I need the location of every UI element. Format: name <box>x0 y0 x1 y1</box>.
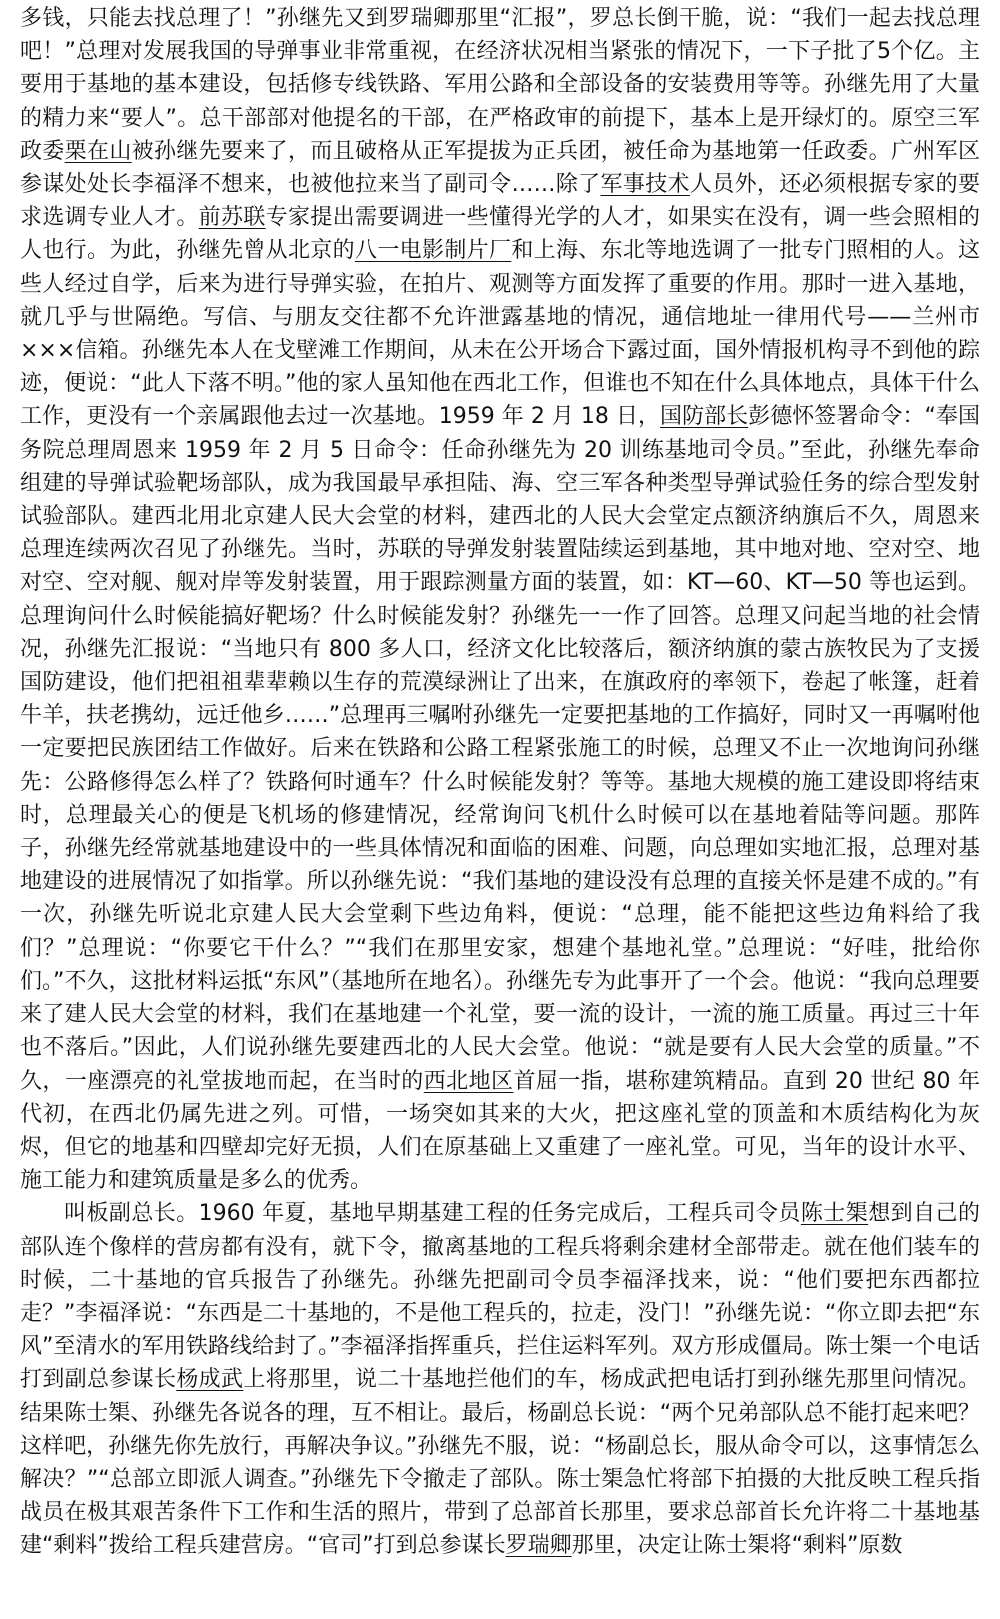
text-run: 人员外，还必须根据专家的要求选调专业人才。 <box>20 172 980 231</box>
text-run: 叫板副总长。1960 年夏，基地早期基建工程的任务完成后，工程兵司令员 <box>64 1201 801 1227</box>
text-run: 首屈一指，堪称建筑精品。直到 20 世纪 80 年代初，在西北仍属先进之列。可惜，一场突如其来的大火，把这座礼堂的顶盖和木质结构化为灰烬，但它的地基和四壁却完好无损，人们在原基础上又重建了一座礼堂。可见，当年的设计水平、施工能力和建筑质量是多么的优秀。 <box>20 1068 980 1194</box>
link-li-zaishan[interactable]: 栗在山 <box>64 138 132 164</box>
link-minister-of-defense[interactable]: 国防部长 <box>660 404 749 430</box>
text-run: 那里，决定让陈士榘将“剩料”原数 <box>571 1533 903 1559</box>
link-luo-ruiqing[interactable]: 罗瑞卿 <box>505 1533 572 1559</box>
text-run: 被孙继先要来了，而且破格从正军提拔为正兵团，被任命为基地第一任政委。广州军区参谋处处长李福泽不想来，也被他拉来当了副司令……除了 <box>20 138 980 198</box>
link-former-soviet-union[interactable]: 前苏联 <box>198 205 266 231</box>
text-run: 想到自己的部队连个像样的营房都有没有，就下令，撤离基地的工程兵将剩余建材全部带走。就在他们装车的时候，二十基地的官兵报告了孙继先。孙继先把副司令员李福泽找来，说：“他们要把东西都拉走？”李福泽说：“东西是二十基地的，不是他工程兵的，拉走，没门！”孙继先说：“你立即去把“东风”至清水的军用铁路线给封了。”李福泽指挥重兵，拦住运料军列。双方形成僵局。陈士榘一个电话打到副总参谋长 <box>20 1201 980 1393</box>
link-northwest-region[interactable]: 西北地区 <box>423 1068 514 1094</box>
link-chen-shiju[interactable]: 陈士榘 <box>800 1201 869 1227</box>
body-paragraph <box>20 1197 980 1562</box>
text-run: 和上海、东北等地选调了一批专门照相的人。这些人经过自学，后来为进行导弹实验，在拍片、观测等方面发挥了重要的作用。那时一进入基地，就几乎与世隔绝。写信、与朋友交往都不允许泄露基地的情况，通信地址一律用代号——兰州市×××信箱。孙继先本人在戈壁滩工作期间，从未在公开场合下露过面，国外情报机构寻不到他的踪迹，便说：“此人下落不明。”他的家人虽知他在西北工作，但谁也不知在什么具体地点，具体干什么工作，更没有一个亲属跟他去过一次基地。1959 年 2 月 18 日， <box>20 238 980 430</box>
text-run: 彭德怀签署命令：“奉国务院总理周恩来 1959 年 2 月 5 日命令：任命孙继先为 20 训练基地司令员。”至此，孙继先奉命组建的导弹试验靶场部队，成为我国最早承担陆、海、空三军各种类型导弹试验任务的综合型发射试验部队。建西北用北京建人民大会堂的材料，建西北的人民大会堂定点额济纳旗后不久，周恩来总理连续两次召见了孙继先。当时，苏联的导弹发射装置陆续运到基地，其中地对地、空对空、地对空、空对舰、舰对岸等发射装置，用于跟踪测量方面的装置，如：KT—60、KT—50 等也运到。总理询问什么时候能搞好靶场？什么时候能发射？孙继先一一作了回答。总理又问起当地的社会情况，孙继先汇报说：“当地只有 800 多人口，经济文化比较落后，额济纳旗的蒙古族牧民为了支援国防建设，他们把祖祖辈辈赖以生存的荒漠绿洲让了出来，在旗政府的率领下，卷起了帐篷，赶着牛羊，扶老携幼，远迁他乡……”总理再三嘱咐孙继先一定要把基地的工作搞好，同时又一再嘱咐他一定要把民族团结工作做好。后来在铁路和公路工程紧张施工的时候，总理又不止一次地询问孙继先：公路修得怎么样了？铁路何时通车？什么时候能发射？等等。基地大规模的施工建设即将结束时，总理最关心的便是飞机场的修建情况，经常询问飞机什么时候可以在基地着陆等问题。那阵子，孙继先经常就基地建设中的一些具体情况和面临的困难、问题，向总理如实地汇报，总理对基地建设的进展情况了如指掌。所以孙继先说：“我们基地的建设没有总理的直接关怀是建不成的。”有一次，孙继先听说北京建人民大会堂剩下些边角料，便说：“总理，能不能把这些边角料给了我们？”总理说：“你要它干什么？”“我们在那里安家，想建个基地礼堂。”总理说：“好哇，批给你们。”不久，这批材料运抵“东风”（基地所在地名）。孙继先专为此事开了一个会。他说：“我向总理要来了建人民大会堂的材料，我们在基地建一个礼堂，要一流的设计，一流的施工质量。再过三十年也不落后。”因此，人们说孙继先要建西北的人民大会堂。他说：“就是要有人民大会堂的质量。”不久，一座漂亮的礼堂拔地而起，在当时的 <box>20 404 980 1094</box>
document-page <box>20 2 980 1563</box>
link-military-technology[interactable]: 军事技术 <box>600 172 690 198</box>
text-run: 上将那里，说二十基地拦他们的车，杨成武把电话打到孙继先那里问情况。结果陈士榘、孙继先各说各的理，互不相让。最后，杨副总长说：“两个兄弟部队总不能打起来吧？这样吧，孙继先你先放行，再解决争议。”孙继先不服，说：“杨副总长，服从命令可以，这事情怎么解决？”“总部立即派人调查。”孙继先下令撤走了部队。陈士榘急忙将部下拍摄的大批反映工程兵指战员在极其艰苦条件下工作和生活的照片，带到了总部首长那里，要求总部首长允许将二十基地基建“剩料”拨给工程兵建营房。“官司”打到总参谋长 <box>20 1367 980 1559</box>
link-yang-chengwu[interactable]: 杨成武 <box>176 1367 244 1393</box>
body-paragraph <box>20 2 980 1197</box>
text-run: 多钱，只能去找总理了！”孙继先又到罗瑞卿那里“汇报”，罗总长倒干脆，说：“我们一起去找总理吧！”总理对发展我国的导弹事业非常重视，在经济状况相当紧张的情况下，一下子批了5个亿。主要用于基地的基本建设，包括修专线铁路、军用公路和全部设备的安装费用等等。孙继先用了大量的精力来“要人”。总干部部对他提名的干部，在严格政审的前提下，基本上是开绿灯的。原空三军政委 <box>20 6 980 164</box>
text-run: 专家提出需要调进一些懂得光学的人才，如果实在没有，调一些会照相的人也行。为此，孙继先曾从北京的 <box>20 205 980 264</box>
link-august-first-film-studio[interactable]: 八一电影制片厂 <box>354 238 512 264</box>
